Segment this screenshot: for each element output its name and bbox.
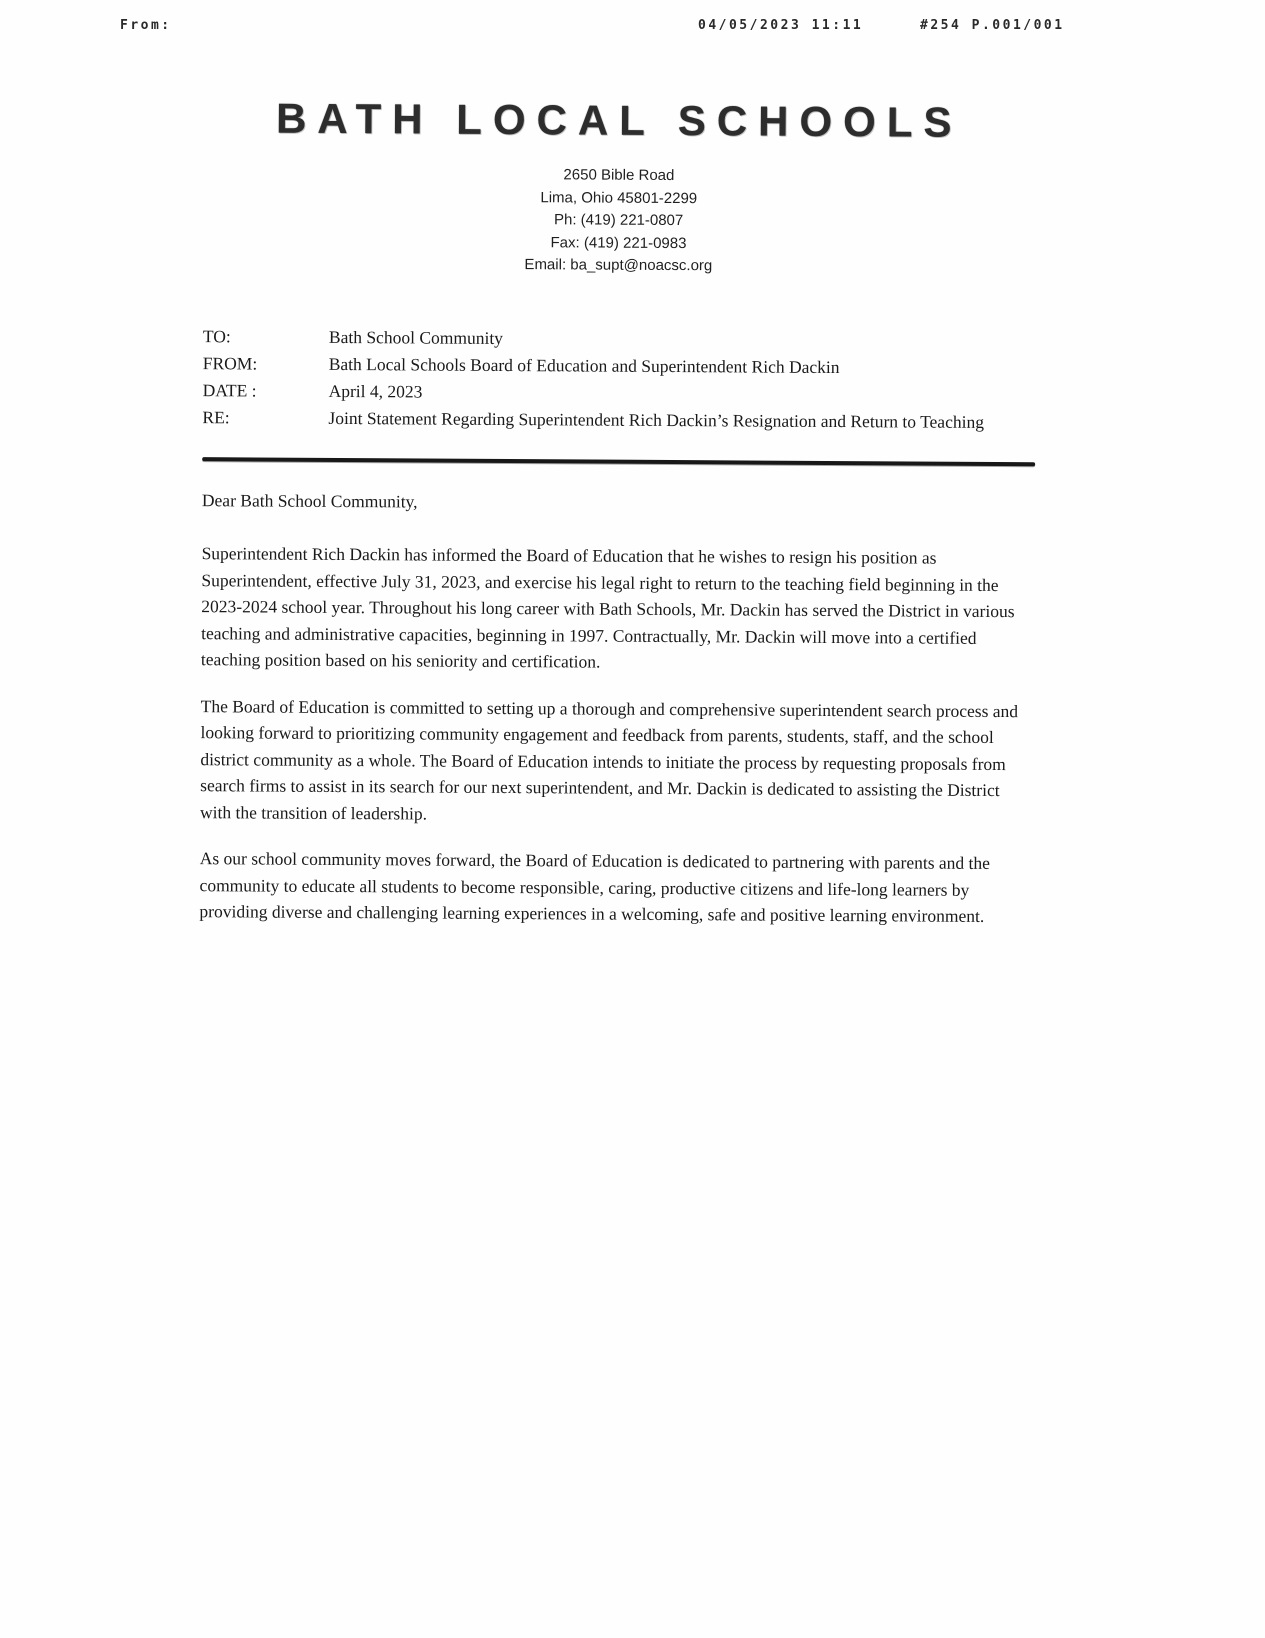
letterhead-address-block: [0, 161, 1239, 281]
memo-date-label: DATE :: [202, 379, 257, 400]
memo-from-label: FROM:: [202, 352, 258, 373]
letter-body: [199, 487, 1035, 930]
fax-from-label: From:: [120, 18, 172, 33]
memo-re-label: RE:: [202, 406, 230, 427]
address-street: 2650 Bible Road: [563, 166, 675, 185]
paragraph-3: As our school community moves forward, the Board of Education is dedicated to partnering with parents and the community to educate all students to become responsible, caring, productive citizens and life-long learners by providing diverse and challenging learning experiences in a welcoming, safe and positive learning environment.: [199, 848, 991, 926]
paragraph-2: The Board of Education is committed to setting up a thorough and comprehensive superintendent search process and looking forward to prioritizing community engagement and feedback from parents, students, staff, and the school district community as a whole. The Board of Education intends to initiate the process by requesting proposals from search firms to assist in its search for our next superintendent, and Mr. Dackin is dedicated to assisting the District with the transition of leadership.: [199, 695, 1019, 824]
email-line: Email: ba_supt@noacsc.org: [524, 256, 713, 275]
fax-page-info: #254 P.001/001: [920, 18, 1065, 33]
memo-to-value: Bath School Community: [328, 326, 504, 348]
fax-datetime: 04/05/2023 11:11: [698, 18, 864, 33]
letterhead: [0, 0, 1240, 281]
memo-header: [202, 323, 1038, 436]
school-name-title: BATH LOCAL SCHOOLS: [275, 94, 963, 146]
memo-re-value: Joint Statement Regarding Superintendent Rich Dackin’s Resignation and Return to Teaching: [328, 407, 985, 432]
memo-row-re: [202, 404, 1037, 436]
fax-line: Fax: (419) 221-0983: [550, 233, 687, 252]
address-city: Lima, Ohio 45801-2299: [540, 188, 698, 207]
phone-line: Ph: (419) 221-0807: [553, 211, 684, 230]
memo-to-label: TO:: [202, 325, 231, 346]
divider-rule: [202, 457, 1035, 466]
memo-from-value: Bath Local Schools Board of Education and Superintendent Rich Dackin: [328, 353, 840, 377]
salutation: Dear Bath School Community,: [201, 489, 418, 511]
memo-date-value: April 4, 2023: [328, 380, 423, 401]
paragraph-1: Superintendent Rich Dackin has informed the Board of Education that he wishes to resign his position as Superintendent, effective July 31, 2023, and exercise his legal right to return to the teaching field beginning in the 2023-2024 school year. Throughout his long career with Bath Schools, Mr. Dackin has served the District in various teaching and administrative capacities, beginning in 1997. Contractually, Mr. Dackin will move into a certified teaching position based on his seniority and certification.: [200, 543, 1015, 672]
